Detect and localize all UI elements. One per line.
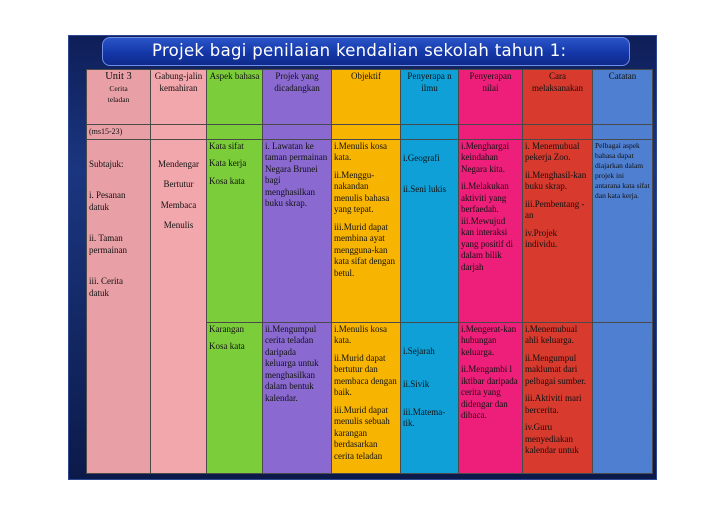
- ilmu-cell: [401, 322, 459, 473]
- header-catatan: Catatan: [593, 70, 653, 125]
- cara-item: ii.Menghasil-kan buku skrap.: [525, 169, 587, 191]
- header-unit: [87, 70, 151, 125]
- blank-cell: [263, 125, 332, 140]
- cara-item: ii.Mengumpul maklumat dari pelbagai sumber.: [525, 352, 586, 386]
- cara-cell: [523, 322, 593, 473]
- subtopic-3a: iii. Cerita: [89, 276, 123, 286]
- subtopic-2a: ii. Taman: [89, 233, 123, 243]
- ilmu-item: iii.Matema-tik.: [403, 406, 446, 428]
- skill-item: Membaca: [160, 199, 197, 210]
- unit-code: (ms15-23): [87, 125, 151, 140]
- nilai-item: ii.Mengambi l iktibar daripada cerita yang didengar dan dibaca.: [461, 364, 518, 420]
- skills-cell: [151, 139, 207, 473]
- objektif-item: iii.Murid dapat membina ayat mengguna-kan kata sifat dengan betul.: [334, 221, 395, 278]
- catatan-cell-empty: [593, 322, 653, 473]
- cara-item: iv.Projek individu.: [525, 227, 558, 249]
- nilai-item: i.Mengerat-kan hubungan keluarga.: [461, 323, 517, 357]
- blank-cell: [593, 125, 653, 140]
- objektif-item: ii.Murid dapat bertutur dan membaca dengan baik.: [334, 352, 397, 397]
- project-table: [86, 69, 653, 474]
- blank-cell: [332, 125, 401, 140]
- objektif-item: i.Menulis kosa kata.: [334, 323, 387, 345]
- unit-label: Unit 3: [105, 71, 132, 82]
- unit-sub2: teladan: [107, 95, 130, 104]
- skill-item: Bertutur: [163, 179, 194, 189]
- subtopic-1b: datuk: [89, 201, 109, 212]
- cara-item: i. Menemubual pekerja Zoo.: [525, 140, 580, 162]
- cara-item: i.Menemubual ahli keluarga.: [525, 323, 578, 345]
- unit-code-row: [87, 125, 653, 140]
- header-penyerapan-nilai: Penyerapan nilai: [459, 70, 523, 125]
- blank-cell: [151, 125, 207, 140]
- header-objektif: Objektif: [332, 70, 401, 125]
- blank-cell: [207, 125, 263, 140]
- header-cara: Cara melaksanakan: [523, 70, 593, 125]
- aspek-cell: [207, 139, 263, 322]
- subtopic-2b: permainan: [89, 244, 127, 255]
- aspek-item: Kosa kata: [209, 341, 245, 351]
- subtopic-cell: [87, 139, 151, 473]
- projek-cell: i. Lawatan ke taman permainan Negara Brunei bagi menghasilkan buku skrap.: [263, 139, 332, 322]
- subtajuk-label: Subtajuk:: [89, 158, 124, 169]
- objektif-item: iii.Murid dapat menulis sebuah karangan berdasarkan cerita teladan: [334, 404, 390, 461]
- cara-item: iii.Aktiviti mari bercerita.: [525, 393, 582, 415]
- header-aspek: Aspek bahasa: [207, 70, 263, 125]
- objektif-item: i.Menulis kosa kata.: [334, 140, 387, 162]
- nilai-cell: [459, 322, 523, 473]
- cara-item: iii.Pembentang -an: [525, 198, 585, 220]
- header-row: [87, 70, 653, 125]
- subtopic-3b: datuk: [89, 287, 109, 298]
- blank-cell: [459, 125, 523, 140]
- cara-cell: [523, 139, 593, 322]
- nilai-item: i.Menghargai keindahan Negara kita.: [461, 140, 510, 174]
- objektif-item: ii.Menggu-nakandan menulis bahasa yang tepat.: [334, 169, 390, 214]
- ilmu-item: i.Sejarah: [403, 345, 435, 356]
- ilmu-item: i.Geografi: [403, 152, 440, 163]
- unit-sub1: Cerita: [109, 83, 128, 93]
- cara-item: iv.Guru menyediakan kalendar untuk: [525, 422, 579, 455]
- skill-item: Menulis: [163, 220, 194, 230]
- skill-item: Mendengar: [158, 158, 199, 169]
- objektif-cell: [332, 139, 401, 322]
- nilai-cell: [459, 139, 523, 322]
- catatan-text: Pelbagai aspek bahasa dapat diajarkan dalam projek ini antarana kata sifat dan kata kerja.: [595, 140, 650, 200]
- nilai-item: ii.Melakukan aktiviti yang berfaedah.: [461, 181, 509, 214]
- catatan-cell: [593, 139, 653, 322]
- ilmu-item: ii.Sivik: [403, 379, 430, 389]
- ilmu-item: ii.Seni lukis: [403, 184, 447, 194]
- subtopic-1a: i. Pesanan: [89, 190, 126, 200]
- table-row: [87, 139, 653, 322]
- projek-cell: ii.Mengumpul cerita teladan daripada keluarga untuk menghasilkan dalam bentuk kalendar.: [263, 322, 332, 473]
- aspek-cell: [207, 322, 263, 473]
- blank-cell: [523, 125, 593, 140]
- slide-title: Projek bagi penilaian kendalian sekolah tahun 1:: [152, 41, 567, 60]
- header-projek: Projek yang dicadangkan: [263, 70, 332, 125]
- aspek-item: Kata kerja: [209, 158, 247, 168]
- header-penyerapan-ilmu: Penyerapa n ilmu: [401, 70, 459, 125]
- aspek-item: Kata sifat: [209, 140, 244, 151]
- header-gabungjalin: Gabung-jalin kemahiran: [151, 70, 207, 125]
- ilmu-cell: [401, 139, 459, 322]
- nilai-item: iii.Mewujud kan interaksi yang positif di dalam bilik darjah: [461, 215, 513, 272]
- aspek-item: Karangan: [209, 323, 244, 334]
- blank-cell: [401, 125, 459, 140]
- aspek-item: Kosa kata: [209, 175, 245, 186]
- objektif-cell: [332, 322, 401, 473]
